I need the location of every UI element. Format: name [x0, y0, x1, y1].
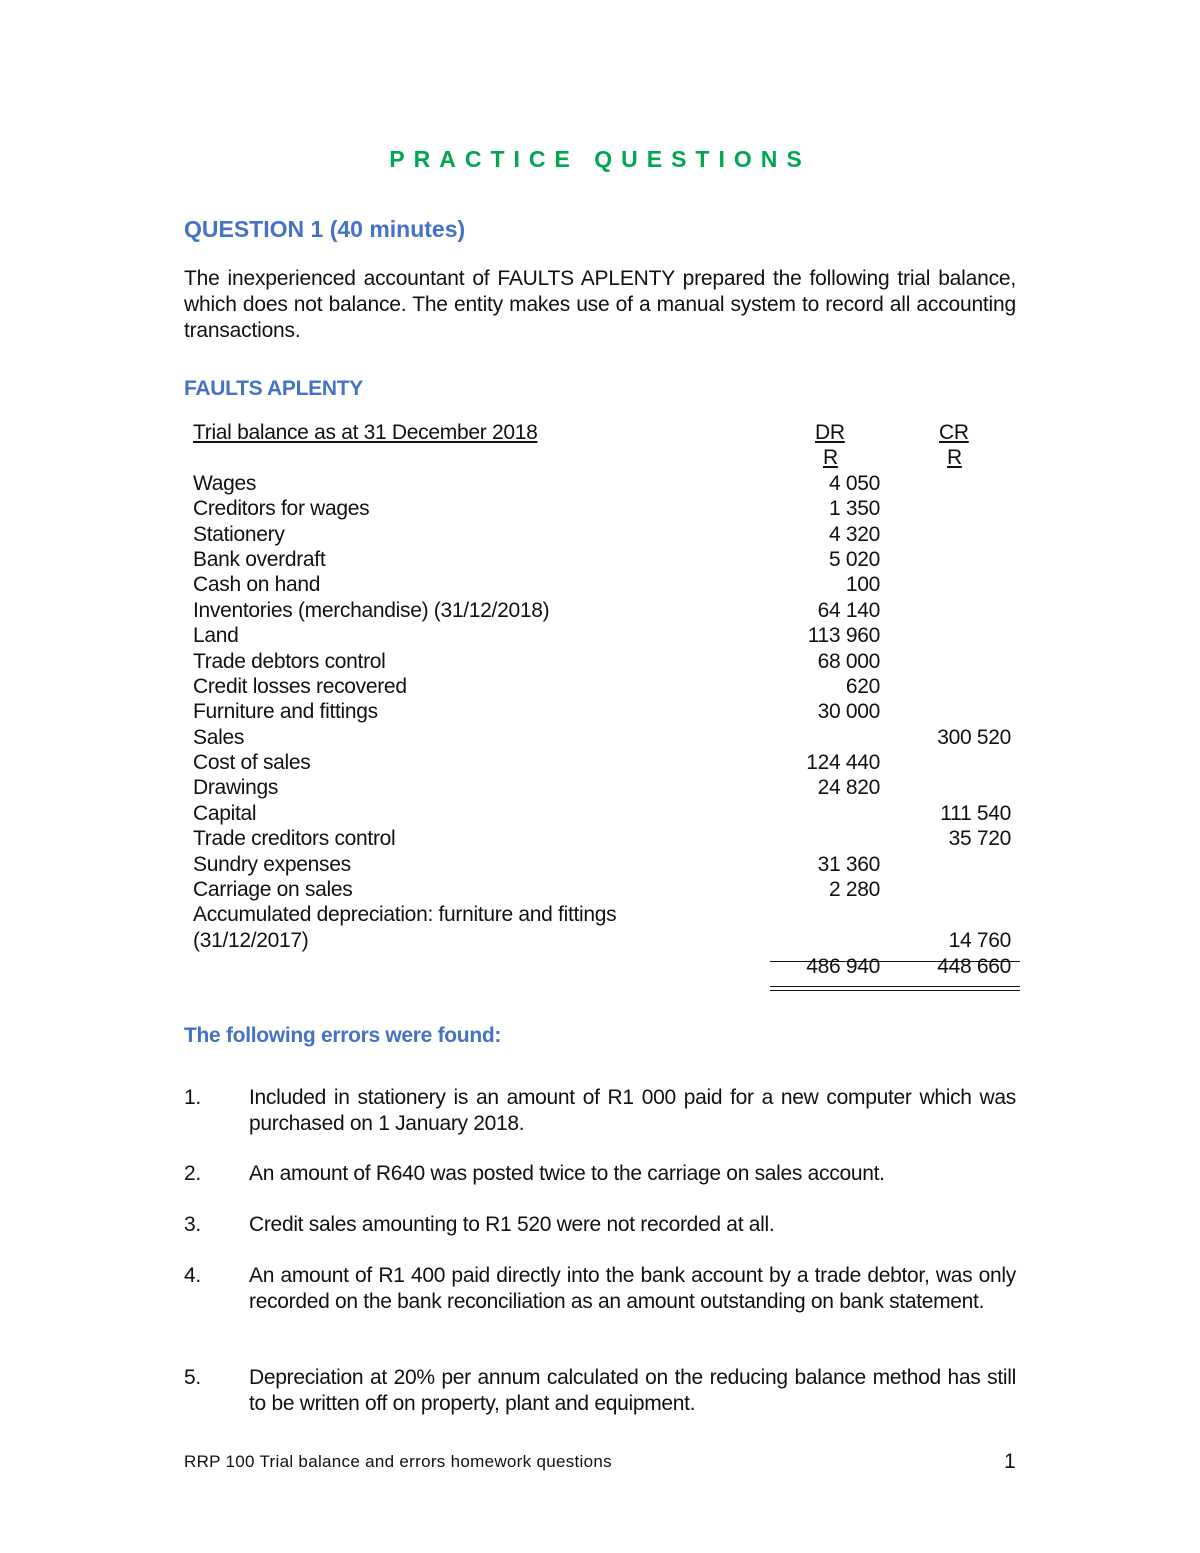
account-name: Accumulated depreciation: furniture and fittings	[193, 903, 617, 927]
cr-column-label: CR	[939, 421, 969, 444]
table-row	[193, 471, 1023, 496]
error-text: Depreciation at 20% per annum calculated on the reducing balance method has still to be written off on property, plant and equipment.	[249, 1366, 1016, 1415]
account-name: Creditors for wages	[193, 497, 370, 521]
error-number: 3.	[184, 1213, 201, 1236]
account-dr: 113 960	[807, 624, 880, 648]
total-cr: 448 660	[937, 955, 1011, 979]
error-number: 2.	[184, 1162, 201, 1185]
account-dr: 4 320	[828, 522, 880, 546]
error-text: Included in stationery is an amount of R1 000 paid for a new computer which was purchased on 1 January 2018.	[249, 1086, 1016, 1135]
account-dr: 4 050	[828, 471, 880, 495]
account-dr: 100	[845, 573, 880, 597]
error-number: 5.	[184, 1366, 201, 1389]
table-row	[193, 522, 1023, 547]
account-dr: 68 000	[817, 649, 880, 673]
table-row	[193, 877, 1023, 902]
account-name: Trade debtors control	[193, 649, 386, 673]
account-name: Cost of sales	[193, 751, 311, 775]
trial-balance-header-row	[193, 420, 1023, 445]
trial-balance-heading: Trial balance as at 31 December 2018	[193, 421, 538, 444]
table-row	[193, 801, 1023, 826]
account-dr: 31 360	[817, 852, 880, 876]
account-name: Trade creditors control	[193, 827, 396, 851]
account-dr: 2 280	[828, 878, 880, 902]
table-row	[193, 699, 1023, 724]
subtotal-rule	[770, 961, 1020, 962]
account-dr: 124 440	[806, 751, 880, 775]
account-dr: 1 350	[828, 497, 880, 521]
total-double-rule-lower	[770, 990, 1020, 991]
trial-balance	[193, 420, 1023, 980]
trial-balance-total-row	[193, 954, 1023, 979]
dr-unit-label: R	[823, 446, 838, 470]
total-double-rule-upper	[770, 986, 1020, 987]
account-dr: 620	[845, 674, 880, 698]
account-name: Wages	[193, 471, 257, 495]
account-cr: 35 720	[948, 827, 1011, 851]
total-dr: 486 940	[806, 955, 880, 979]
account-name: Carriage on sales	[193, 878, 353, 902]
trial-balance-unit-row	[193, 445, 1023, 470]
dr-column-label: DR	[815, 421, 845, 444]
error-text: An amount of R1 400 paid directly into the bank account by a trade debtor, was only recorded on the bank reconciliation as an amount outstanding on bank statement.	[249, 1264, 1016, 1313]
account-dr: 30 000	[817, 700, 880, 724]
table-row	[193, 547, 1023, 572]
account-name: Sundry expenses	[193, 852, 351, 876]
table-row	[193, 852, 1023, 877]
account-dr: 5 020	[828, 547, 880, 571]
errors-heading: The following errors were found:	[184, 1024, 502, 1047]
trial-balance-rows	[193, 471, 1023, 953]
table-row	[193, 928, 1023, 953]
account-cr: 111 540	[940, 801, 1011, 825]
table-row	[193, 750, 1023, 775]
table-row	[193, 496, 1023, 521]
table-row	[193, 649, 1023, 674]
account-name: Furniture and fittings	[193, 700, 378, 724]
table-row	[193, 826, 1023, 851]
footer-text: RRP 100 Trial balance and errors homework questions	[184, 1452, 612, 1471]
account-name: (31/12/2017)	[193, 928, 309, 952]
question-heading: QUESTION 1 (40 minutes)	[184, 216, 466, 242]
table-row	[193, 598, 1023, 623]
error-number: 4.	[184, 1264, 201, 1287]
table-row	[193, 623, 1023, 648]
account-dr: 64 140	[817, 598, 880, 622]
table-row	[193, 725, 1023, 750]
account-name: Credit losses recovered	[193, 674, 407, 698]
error-text: An amount of R640 was posted twice to the carriage on sales account.	[249, 1162, 885, 1185]
account-name: Drawings	[193, 776, 279, 800]
error-text: Credit sales amounting to R1 520 were not recorded at all.	[249, 1213, 775, 1236]
table-row	[193, 674, 1023, 699]
table-row	[193, 902, 1023, 927]
account-dr: 24 820	[817, 776, 880, 800]
page-number: 1	[1004, 1450, 1016, 1473]
account-name: Inventories (merchandise) (31/12/2018)	[193, 598, 550, 622]
account-name: Stationery	[193, 522, 285, 546]
account-name: Land	[193, 624, 239, 648]
entity-name: FAULTS APLENTY	[184, 377, 363, 400]
account-cr: 14 760	[948, 928, 1011, 952]
account-cr: 300 520	[937, 725, 1011, 749]
account-name: Capital	[193, 801, 257, 825]
error-number: 1.	[184, 1086, 201, 1109]
account-name: Bank overdraft	[193, 547, 326, 571]
account-name: Cash on hand	[193, 573, 321, 597]
table-row	[193, 572, 1023, 597]
table-row	[193, 775, 1023, 800]
cr-unit-label: R	[947, 446, 962, 470]
page-title: PRACTICE QUESTIONS	[389, 146, 811, 172]
account-name: Sales	[193, 725, 245, 749]
intro-paragraph: The inexperienced accountant of FAULTS APLENTY prepared the following trial balance, which does not balance. The entity makes use of a manual system to record all accounting transactions.	[184, 267, 1016, 342]
